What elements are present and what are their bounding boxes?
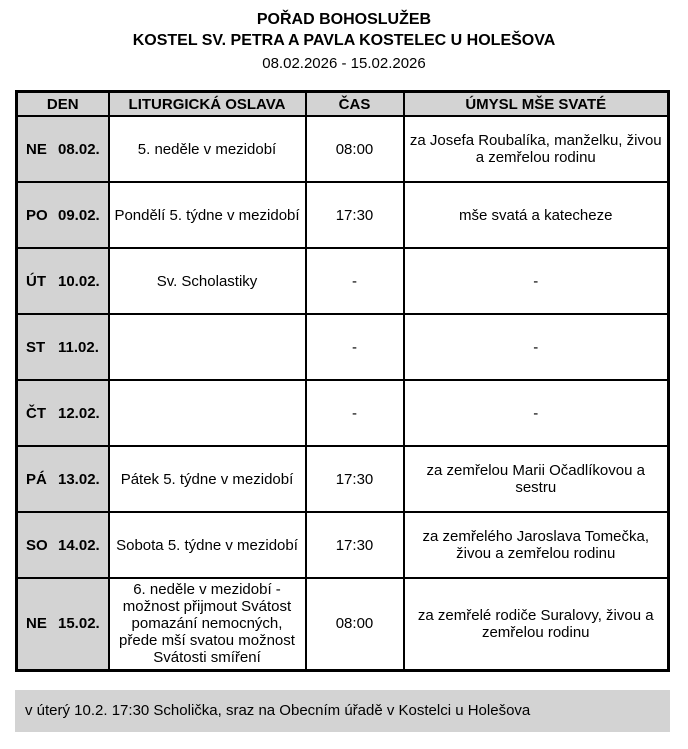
time-cell: 17:30 <box>306 512 404 578</box>
time-cell: 17:30 <box>306 182 404 248</box>
day-cell <box>17 446 109 512</box>
date-range: 08.02.2026 - 15.02.2026 <box>262 55 426 72</box>
intention-cell: za Josefa Roubalíka, manželku, živou a zemřelou rodinu <box>404 116 669 182</box>
title-block <box>0 0 688 74</box>
day-abbr: PO <box>26 206 48 224</box>
day-cell <box>17 380 109 446</box>
intention-cell: za zemřelé rodiče Suralovy, živou a zemřelou rodinu <box>404 578 669 670</box>
day-cell <box>17 314 109 380</box>
intention-cell: za zemřelou Marii Očadlíkovou a sestru <box>404 446 669 512</box>
day-abbr: PÁ <box>26 470 47 488</box>
day-date: 08.02. <box>58 140 100 158</box>
day-cell <box>17 578 109 670</box>
col-header-day: DEN <box>17 92 109 117</box>
table-row <box>17 578 669 670</box>
day-abbr: ST <box>26 338 46 356</box>
celebration-cell <box>109 314 306 380</box>
footer-note-text: v úterý 10.2. 17:30 Scholička, sraz na Obecním úřadě v Kostelci u Holešova <box>25 702 531 719</box>
time-cell: - <box>306 248 404 314</box>
intention-cell: mše svatá a katecheze <box>404 182 669 248</box>
day-date: 10.02. <box>58 272 100 290</box>
table-row <box>17 446 669 512</box>
time-cell: 08:00 <box>306 578 404 670</box>
day-cell <box>17 182 109 248</box>
day-date: 13.02. <box>58 470 100 488</box>
table-row <box>17 314 669 380</box>
day-date: 12.02. <box>58 404 100 422</box>
table-row <box>17 248 669 314</box>
day-abbr: ČT <box>26 404 46 422</box>
day-abbr: SO <box>26 536 48 554</box>
table-row <box>17 380 669 446</box>
celebration-cell: Sobota 5. týdne v mezidobí <box>109 512 306 578</box>
intention-cell: - <box>404 380 669 446</box>
table-header-row <box>17 92 669 117</box>
day-abbr: NE <box>26 615 47 633</box>
day-date: 09.02. <box>58 206 100 224</box>
day-cell <box>17 512 109 578</box>
celebration-cell: Pátek 5. týdne v mezidobí <box>109 446 306 512</box>
time-cell: 17:30 <box>306 446 404 512</box>
intention-cell: za zemřelého Jaroslava Tomečka, živou a zemřelou rodinu <box>404 512 669 578</box>
intention-cell: - <box>404 248 669 314</box>
page-title-line2: KOSTEL SV. PETRA A PAVLA KOSTELEC U HOLEŠOVA <box>132 32 556 49</box>
intention-cell: - <box>404 314 669 380</box>
page-title-line1: POŘAD BOHOSLUŽEB <box>256 11 432 28</box>
schedule-table <box>15 90 670 672</box>
celebration-cell: Sv. Scholastiky <box>109 248 306 314</box>
day-abbr: ÚT <box>26 272 46 290</box>
table-row <box>17 116 669 182</box>
footer-note <box>15 690 670 732</box>
day-date: 15.02. <box>58 615 100 633</box>
time-cell: 08:00 <box>306 116 404 182</box>
day-cell <box>17 116 109 182</box>
col-header-time: ČAS <box>306 92 404 117</box>
col-header-intention: ÚMYSL MŠE SVATÉ <box>404 92 669 117</box>
col-header-celebration: LITURGICKÁ OSLAVA <box>109 92 306 117</box>
celebration-cell: 5. neděle v mezidobí <box>109 116 306 182</box>
time-cell: - <box>306 314 404 380</box>
day-cell <box>17 248 109 314</box>
time-cell: - <box>306 380 404 446</box>
celebration-cell: Pondělí 5. týdne v mezidobí <box>109 182 306 248</box>
table-row <box>17 512 669 578</box>
day-date: 11.02. <box>58 338 99 356</box>
day-date: 14.02. <box>58 536 100 554</box>
day-abbr: NE <box>26 140 47 158</box>
celebration-cell <box>109 380 306 446</box>
table-row <box>17 182 669 248</box>
celebration-cell: 6. neděle v mezidobí - možnost přijmout Svátost pomazání nemocných, přede mší svatou možnost Svátosti smíření <box>109 578 306 670</box>
